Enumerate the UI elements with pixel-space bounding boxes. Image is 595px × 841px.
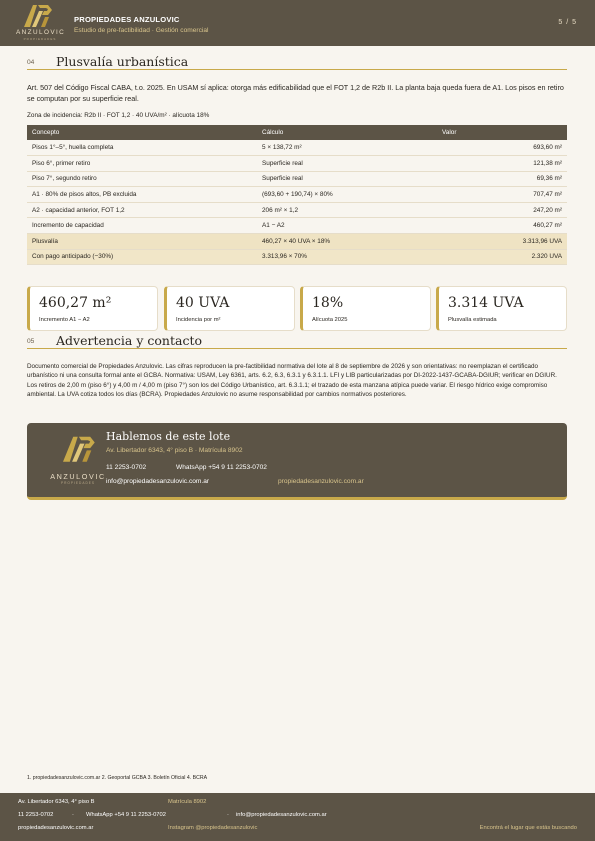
section-heading-plusvalia bbox=[27, 54, 567, 70]
section-title: Plusvalía urbanística bbox=[56, 54, 189, 69]
table-row-highlight bbox=[27, 234, 567, 250]
cell-concepto: A1 · 80% de pisos altos, PB excluida bbox=[27, 187, 257, 203]
footer-separator: · bbox=[72, 812, 74, 818]
plusvalia-table bbox=[27, 125, 567, 265]
stat-value: 18% bbox=[312, 295, 344, 311]
cell-valor: 707,47 m² bbox=[437, 187, 567, 203]
cell-concepto: Incremento de capacidad bbox=[27, 218, 257, 234]
contact-phone[interactable]: 11 2253-0702 bbox=[106, 464, 147, 471]
footer-matricula: Matrícula 8902 bbox=[168, 799, 207, 805]
logo-subtitle: PROPIEDADES bbox=[60, 481, 96, 485]
zone-line: Zona de incidencia: R2b II · FOT 1,2 · 40 UVA/m² · alícuota 18% bbox=[27, 112, 210, 119]
cell-valor: 3.313,96 UVA bbox=[437, 234, 567, 250]
header-title: PROPIEDADES ANZULOVIC bbox=[74, 15, 180, 24]
cell-calculo: Superficie real bbox=[257, 156, 437, 172]
section-heading-advertencia bbox=[27, 333, 567, 349]
footnote-number: 2. bbox=[101, 775, 107, 781]
cell-calculo: 5 × 138,72 m² bbox=[257, 140, 437, 156]
table-row bbox=[27, 202, 567, 218]
cell-concepto: Piso 7°, segundo retiro bbox=[27, 171, 257, 187]
cell-valor: 2.320 UVA bbox=[437, 249, 567, 265]
table-row bbox=[27, 171, 567, 187]
footnotes bbox=[27, 775, 207, 781]
section-number: 04 bbox=[27, 59, 35, 66]
table-row bbox=[27, 187, 567, 203]
footnote-source[interactable]: BCRA bbox=[192, 775, 208, 781]
footnote-number: 4. bbox=[186, 775, 192, 781]
table-row bbox=[27, 156, 567, 172]
footnote-source[interactable]: Boletín Oficial bbox=[153, 775, 186, 781]
contact-box bbox=[27, 423, 567, 500]
cell-concepto: Pisos 1°–5°, huella completa bbox=[27, 140, 257, 156]
contact-email[interactable]: info@propiedadesanzulovic.com.ar bbox=[106, 478, 210, 485]
cell-concepto: Plusvalía bbox=[27, 234, 257, 250]
footer-website[interactable]: propiedadesanzulovic.com.ar bbox=[18, 825, 94, 831]
table-row bbox=[27, 140, 567, 156]
column-header-calculo: Cálculo bbox=[257, 125, 437, 140]
logo-subtitle: PROPIEDADES bbox=[23, 37, 57, 41]
table-row bbox=[27, 218, 567, 234]
stat-label: Plusvalía estimada bbox=[448, 317, 497, 323]
stat-card bbox=[436, 286, 567, 331]
stat-label: Incidencia por m² bbox=[176, 317, 221, 323]
stat-card bbox=[164, 286, 295, 331]
brand-logo-icon bbox=[24, 1, 54, 27]
stat-value: 40 UVA bbox=[176, 295, 230, 311]
footer-phone[interactable]: 11 2253-0702 bbox=[18, 812, 54, 818]
footer-tagline: Encontrá el lugar que estás buscando bbox=[479, 825, 577, 831]
header-subtitle: Estudio de pre-factibilidad · Gestión comercial bbox=[74, 27, 209, 34]
column-header-valor: Valor bbox=[437, 125, 567, 140]
cell-concepto: A2 · capacidad anterior, FOT 1,2 bbox=[27, 202, 257, 218]
footer-whatsapp[interactable]: WhatsApp +54 9 11 2253-0702 bbox=[86, 812, 166, 818]
table-header-row bbox=[27, 125, 567, 140]
brand-logo-icon bbox=[63, 432, 97, 462]
section-number: 05 bbox=[27, 338, 35, 345]
footnote-source[interactable]: propiedadesanzulovic.com.ar bbox=[32, 775, 101, 781]
stat-cards bbox=[27, 286, 567, 331]
stat-card bbox=[27, 286, 158, 331]
contact-address: Av. Libertador 6343, 4° piso B · Matrícula 8902 bbox=[106, 447, 243, 454]
cell-valor: 69,36 m² bbox=[437, 171, 567, 187]
footnote-source[interactable]: Geoportal GCBA bbox=[107, 775, 147, 781]
page-number: 5 / 5 bbox=[558, 19, 577, 26]
logo-wordmark: ANZULOVIC bbox=[50, 472, 106, 481]
cell-calculo: 460,27 × 40 UVA × 18% bbox=[257, 234, 437, 250]
footer-instagram[interactable]: Instagram @propiedadesanzulovic bbox=[168, 825, 258, 831]
cell-concepto: Piso 6°, primer retiro bbox=[27, 156, 257, 172]
logo-wordmark: ANZULOVIC bbox=[16, 29, 66, 36]
footnote-number: 1. bbox=[27, 775, 32, 781]
page-header bbox=[0, 0, 595, 46]
table-row-highlight bbox=[27, 249, 567, 265]
stat-card bbox=[300, 286, 431, 331]
disclaimer-text: Documento comercial de Propiedades Anzulovic. Las cifras reproducen la pre-factibilidad normativa del lote al 8 de septiembre de 2026 y son orientativas: no reemplazan el certificado urbanístico ni una consulta formal ante el GCBA. Normativa: USAM, Ley 6361, arts. 6.2, 6.3, 6.3.1 y 6.3.1.1. LFI y LIB particularizadas por DI-2022-1437-GCABA-DGIUR; verificar en DGIUR. Los retiros de 2,00 m (piso 6°) y 4,00 m / 4,00 m (piso 7°) son los del Código Urbanístico, art. 6.3.1.1; el trazado de esta manzana atípica puede variar. El riesgo hídrico exige compromiso ambiental. La UVA cotiza todos los días (BCRA). Propiedades Anzulovic no asume responsabilidad por cambios normativos posteriores. bbox=[27, 363, 557, 399]
cell-calculo: A1 − A2 bbox=[257, 218, 437, 234]
contact-website[interactable]: propiedadesanzulovic.com.ar bbox=[278, 478, 364, 485]
stat-label: Incremento A1 − A2 bbox=[39, 317, 90, 323]
section-title: Advertencia y contacto bbox=[56, 333, 202, 348]
footer-separator: · bbox=[227, 812, 229, 818]
footer-email[interactable]: info@propiedadesanzulovic.com.ar bbox=[236, 812, 327, 818]
cell-concepto: Con pago anticipado (−30%) bbox=[27, 249, 257, 265]
cell-calculo: (693,60 + 190,74) × 80% bbox=[257, 187, 437, 203]
cell-valor: 247,20 m² bbox=[437, 202, 567, 218]
stat-value: 460,27 m² bbox=[39, 295, 112, 311]
stat-value: 3.314 UVA bbox=[448, 295, 524, 311]
cell-valor: 460,27 m² bbox=[437, 218, 567, 234]
contact-title: Hablemos de este lote bbox=[106, 430, 231, 443]
cell-valor: 693,60 m² bbox=[437, 140, 567, 156]
contact-whatsapp[interactable]: WhatsApp +54 9 11 2253-0702 bbox=[176, 464, 267, 471]
cell-valor: 121,38 m² bbox=[437, 156, 567, 172]
plusvalia-intro: Art. 507 del Código Fiscal CABA, t.o. 2025. En USAM sí aplica: otorga más edificabilidad que el FOT 1,2 de R2b II. La planta baja queda fuera de A1. Los pisos en retiro se computan por su superficie real. bbox=[27, 83, 564, 103]
page-footer bbox=[0, 793, 595, 841]
cell-calculo: 3.313,96 × 70% bbox=[257, 249, 437, 265]
column-header-concepto: Concepto bbox=[27, 125, 257, 140]
stat-label: Alícuota 2025 bbox=[312, 317, 348, 323]
cell-calculo: Superficie real bbox=[257, 171, 437, 187]
cell-calculo: 206 m² × 1,2 bbox=[257, 202, 437, 218]
brand-logo bbox=[16, 0, 64, 46]
footer-address: Av. Libertador 6343, 4° piso B bbox=[18, 799, 95, 805]
footnote-number: 3. bbox=[147, 775, 152, 781]
